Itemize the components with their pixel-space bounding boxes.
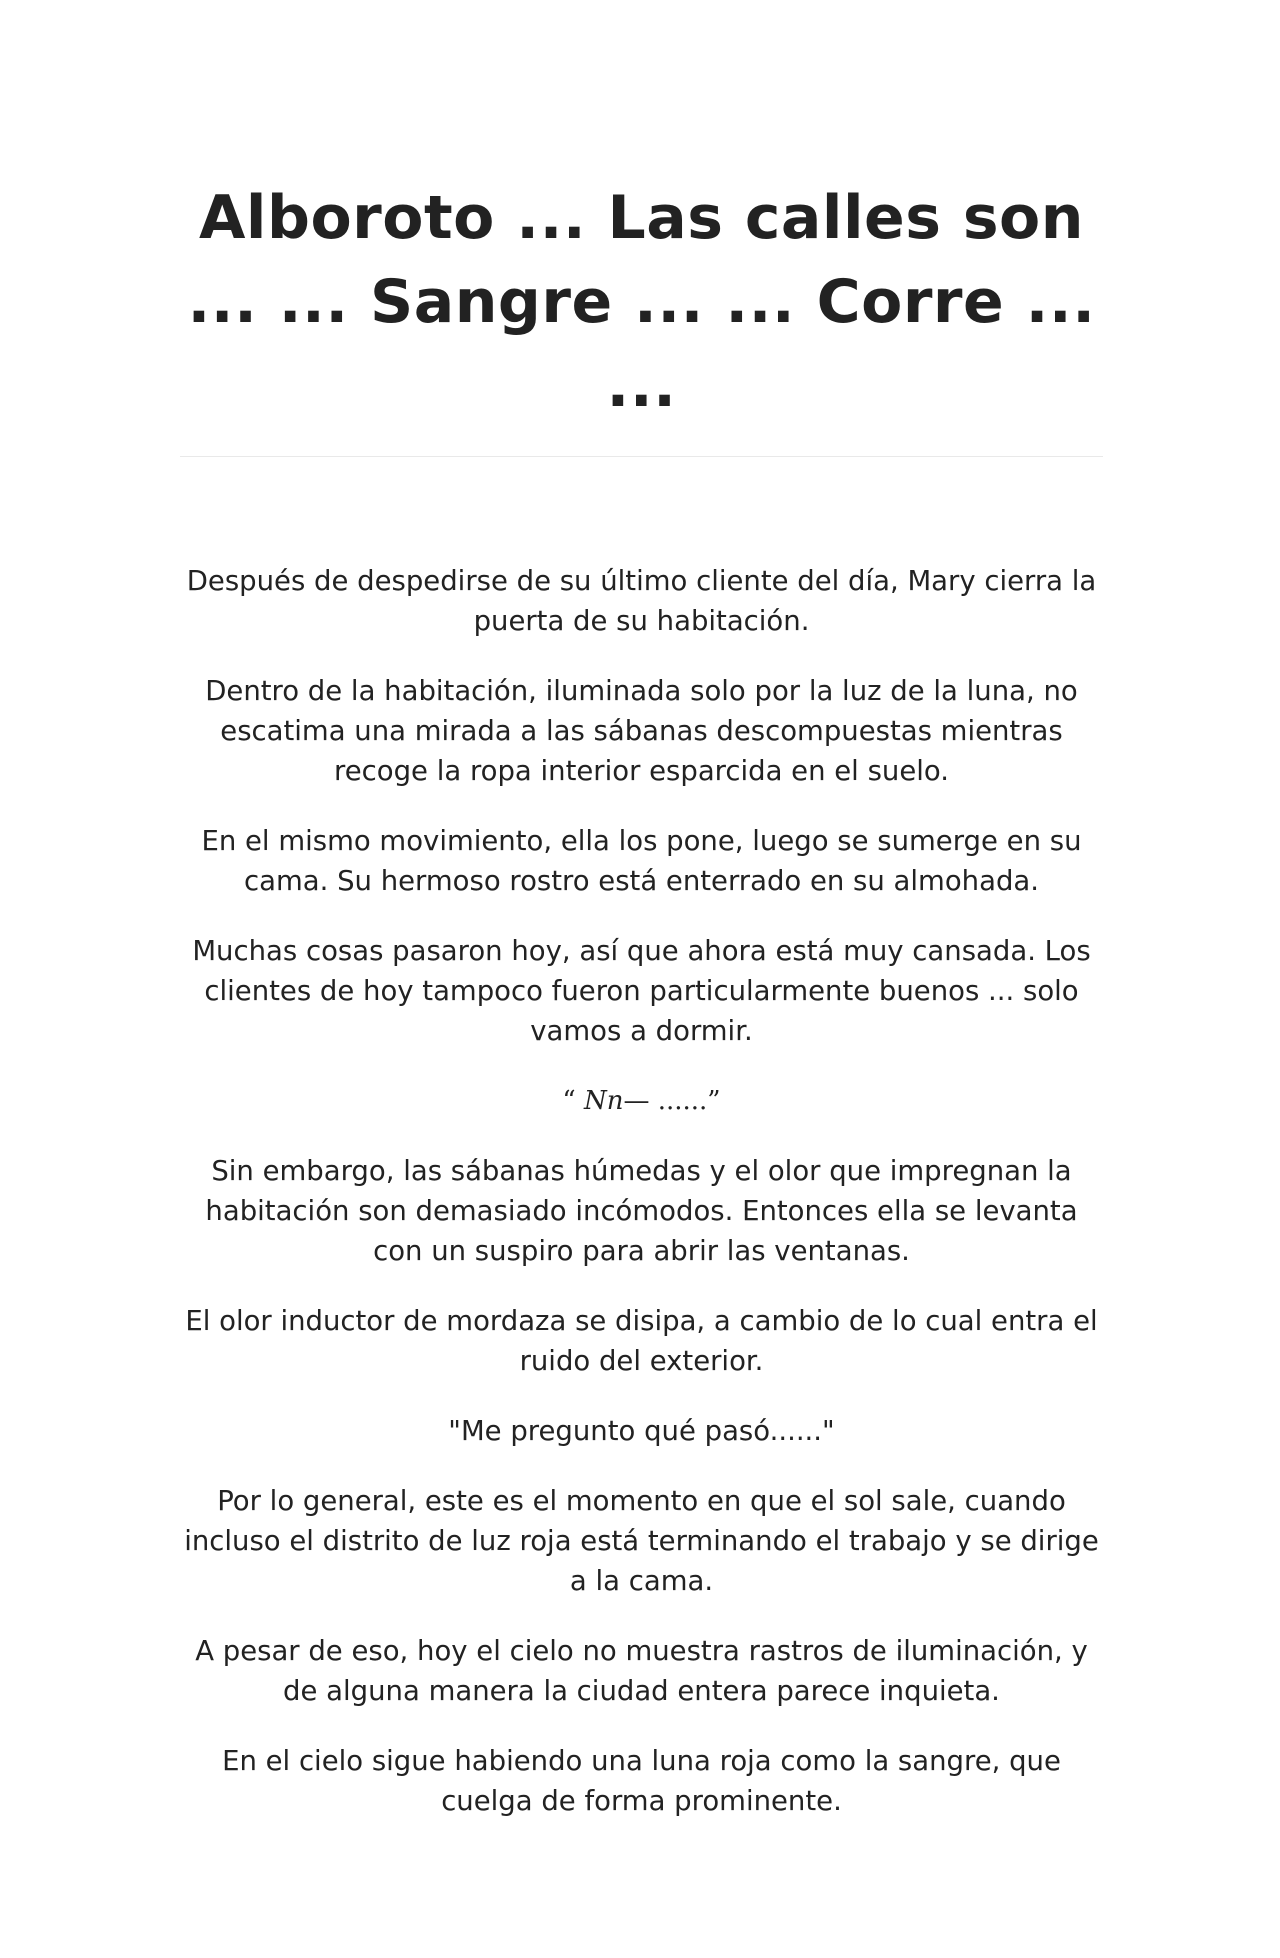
document-page xyxy=(180,0,1103,1851)
paragraph: El olor inductor de mordaza se disipa, a cambio de lo cual entra el ruido del exterior. xyxy=(185,1305,1098,1377)
paragraph: Dentro de la habitación, iluminada solo por la luz de la luna, no escatima una mirada a las sábanas descompuestas mientras recoge la ropa interior esparcida en el suelo. xyxy=(205,675,1078,787)
paragraph: En el mismo movimiento, ella los pone, luego se sumerge en su cama. Su hermoso rostro está enterrado en su almohada. xyxy=(201,825,1082,897)
title-divider xyxy=(180,456,1103,457)
chapter-body xyxy=(180,561,1103,1821)
quote-open: “ xyxy=(562,1086,584,1116)
paragraph: Después de despedirse de su último cliente del día, Mary cierra la puerta de su habitación. xyxy=(186,565,1097,637)
paragraph: "Me pregunto qué pasó......" xyxy=(448,1415,835,1447)
dialogue-line xyxy=(180,1081,1103,1121)
paragraph: Por lo general, este es el momento en que el sol sale, cuando incluso el distrito de luz roja está terminando el trabajo y se dirige a la cama. xyxy=(184,1485,1099,1597)
paragraph: En el cielo sigue habiendo una luna roja como la sangre, que cuelga de forma prominente. xyxy=(222,1745,1061,1817)
chapter-title: Alboroto ... Las calles son ... ... Sangre ... ... Corre ... ... xyxy=(187,183,1096,421)
quote-sound: Nn xyxy=(583,1086,624,1116)
paragraph: Sin embargo, las sábanas húmedas y el olor que impregnan la habitación son demasiado incómodos. Entonces ella se levanta con un suspiro para abrir las ventanas. xyxy=(205,1155,1078,1267)
paragraph: A pesar de eso, hoy el cielo no muestra rastros de iluminación, y de alguna manera la ciudad entera parece inquieta. xyxy=(195,1635,1088,1707)
quote-dash: — xyxy=(623,1086,658,1116)
paragraph: Muchas cosas pasaron hoy, así que ahora está muy cansada. Los clientes de hoy tampoco fueron particularmente buenos ... solo vamos a dormir. xyxy=(192,935,1091,1047)
quote-rest: ......” xyxy=(657,1086,721,1116)
